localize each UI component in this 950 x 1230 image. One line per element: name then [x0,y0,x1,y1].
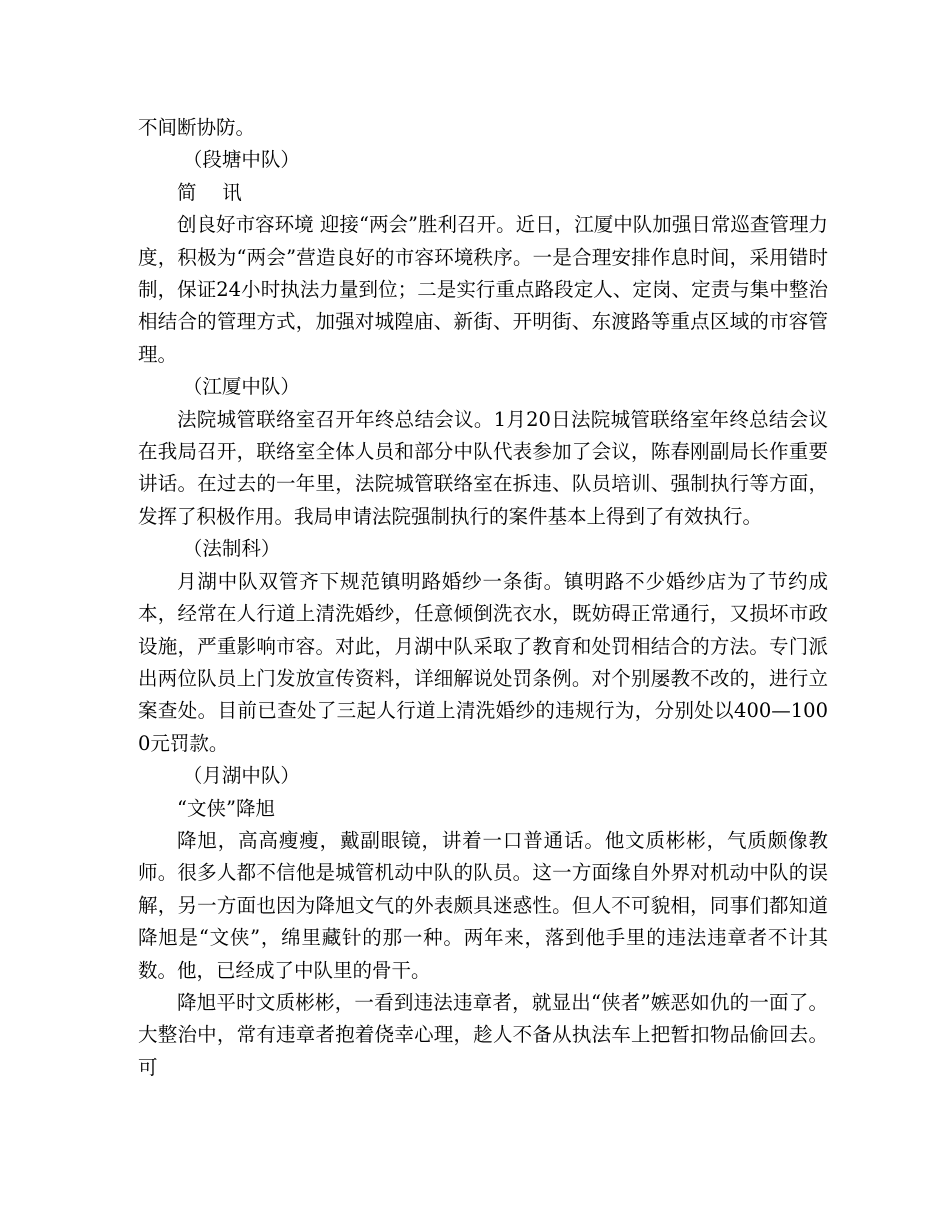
paragraph-continuation: 不间断协防。 [138,116,256,139]
paragraph-profile-1: 降旭，高高瘦瘦，戴副眼镜，讲着一口普通话。他文质彬彬，气质颇像教师。很多人都不信他是城管机动中队的队员。这一方面缘自外界对机动中队的误解，另一方面也因为降旭文气的外表颇具迷惑性。但人不可貌相，同事们都知道降旭是“文侠”，绵里藏针的那一种。两年来，落到他手里的违法违章者不计其数。他，已经成了中队里的骨干。 [138,828,828,982]
byline-jiangxia: （江厦中队） [182,375,300,399]
paragraph-jiangxia: 创良好市容环境 迎接“两会”胜利召开。近日，江厦中队加强日常巡查管理力度，积极为“两会”营造良好的市容环境秩序。一是合理安排作息时间，采用错时制，保证24小时执法力量到位；二是实行重点路段定人、定岗、定责与集中整治相结合的管理方式，加强对城隍庙、新街、开明街、东渡路等重点区域的市容管理。 [138,213,828,366]
paragraph-court-liaison: 法院城管联络室召开年终总结会议。1月20日法院城管联络室年终总结会议在我局召开，联络室全体人员和部分中队代表参加了会议，陈春刚副局长作重要讲话。在过去的一年里，法院城管联络室在拆违、队员培训、强制执行等方面，发挥了积极作用。我局申请法院强制执行的案件基本上得到了有效执行。 [138,407,828,528]
paragraph-yuehu: 月湖中队双管齐下规范镇明路婚纱一条街。镇明路不少婚纱店为了节约成本，经常在人行道上清洗婚纱，任意倾倒洗衣水，既妨碍正常通行，又损坏市政设施，严重影响市容。对此，月湖中队采取了教育和处罚相结合的方法。专门派出两位队员上门发放宣传资料，详细解说处罚条例。对个别屡教不改的，进行立案查处。目前已查处了三起人行道上清洗婚纱的违规行为，分别处以400—1000元罚款。 [138,569,828,755]
document-body [138,112,828,1084]
byline-legal-dept: （法制科） [182,537,281,561]
paragraph-profile-2: 降旭平时文质彬彬，一看到违法违章者，就显出“侠者”嫉恶如仇的一面了。大整治中，常有违章者抱着侥幸心理，趁人不备从执法车上把暂扣物品偷回去。可 [138,990,828,1079]
byline-duantang: （段塘中队） [182,148,300,172]
byline-yuehu: （月湖中队） [182,764,300,788]
article-title: “文侠”降旭 [177,796,275,820]
section-heading-brief: 简 讯 [177,180,252,204]
